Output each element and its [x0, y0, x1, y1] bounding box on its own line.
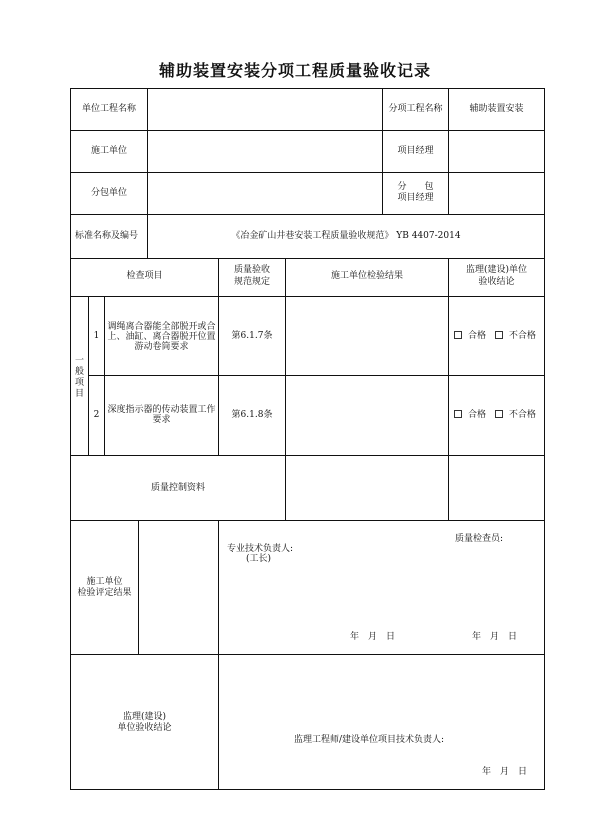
item-spec: 第6.1.7条 [231, 331, 273, 341]
pass-label: 合格 [468, 410, 487, 420]
col-spec: 质量验收 [233, 265, 270, 275]
item-description-line: 调绳离合器能全部脱开或合 [107, 322, 216, 332]
project-manager-label: 项目经理 [397, 146, 434, 156]
item-spec: 第6.1.8条 [231, 410, 273, 420]
standard-value: 《冶金矿山井巷安装工程质量验收规范》 YB 4407-2014 [231, 231, 461, 241]
foreman-label: (工长) [246, 554, 272, 564]
fail-checkbox[interactable] [495, 331, 503, 339]
item-number: 1 [93, 331, 100, 341]
construction-unit-label: 施工单位 [90, 146, 127, 156]
sub-project-label: 分项工程名称 [388, 104, 443, 114]
subcontract-unit-label: 分包单位 [90, 188, 127, 198]
col-construction-result: 施工单位检验结果 [330, 271, 403, 281]
supervision-eval-label-2: 单位验收结论 [117, 723, 172, 733]
unit-project-label: 单位工程名称 [81, 104, 136, 114]
construction-eval-label-2: 检验评定结果 [77, 588, 132, 598]
supervision-date: 年 月 日 [482, 767, 528, 777]
col-spec-2: 规范规定 [233, 277, 270, 287]
tech-lead-label: 专业技术负责人: [227, 544, 294, 554]
supervision-eval-label: 监理(建设) [122, 712, 167, 722]
pass-label: 合格 [468, 331, 487, 341]
subcontract-manager-label-2: 项目经理 [397, 193, 434, 203]
col-check-item: 检查项目 [126, 271, 163, 281]
fail-checkbox[interactable] [495, 410, 503, 418]
standard-label: 标准名称及编号 [75, 231, 139, 241]
item-number: 2 [93, 410, 100, 420]
general-items-label: 一般项目 [74, 356, 84, 399]
date-right: 年 月 日 [472, 632, 518, 642]
supervisor-signature-label: 监理工程师/建设单位项目技术负责人: [294, 735, 445, 745]
quality-inspector-label: 质量检查员: [455, 534, 504, 544]
item-description-line: 游动卷筒要求 [134, 342, 189, 352]
pass-checkbox[interactable] [454, 410, 462, 418]
pass-checkbox[interactable] [454, 331, 462, 339]
fail-label: 不合格 [508, 331, 536, 341]
item-description-line: 深度指示器的传动装置工作 [107, 405, 216, 415]
sub-project-value: 辅助装置安装 [469, 104, 524, 114]
subcontract-manager-label: 分 包 [397, 182, 434, 192]
page-title: 辅助装置安装分项工程质量验收记录 [158, 61, 431, 80]
fail-label: 不合格 [508, 410, 536, 420]
quality-control-label: 质量控制资料 [150, 483, 205, 493]
item-description-line: 上、油缸、离合器脱开位置 [107, 332, 216, 342]
item-description-line: 要求 [152, 415, 171, 425]
col-supervision-2: 验收结论 [478, 277, 515, 287]
date-left: 年 月 日 [350, 632, 396, 642]
construction-eval-label: 施工单位 [86, 577, 123, 587]
col-supervision: 监理(建设)单位 [465, 265, 528, 275]
